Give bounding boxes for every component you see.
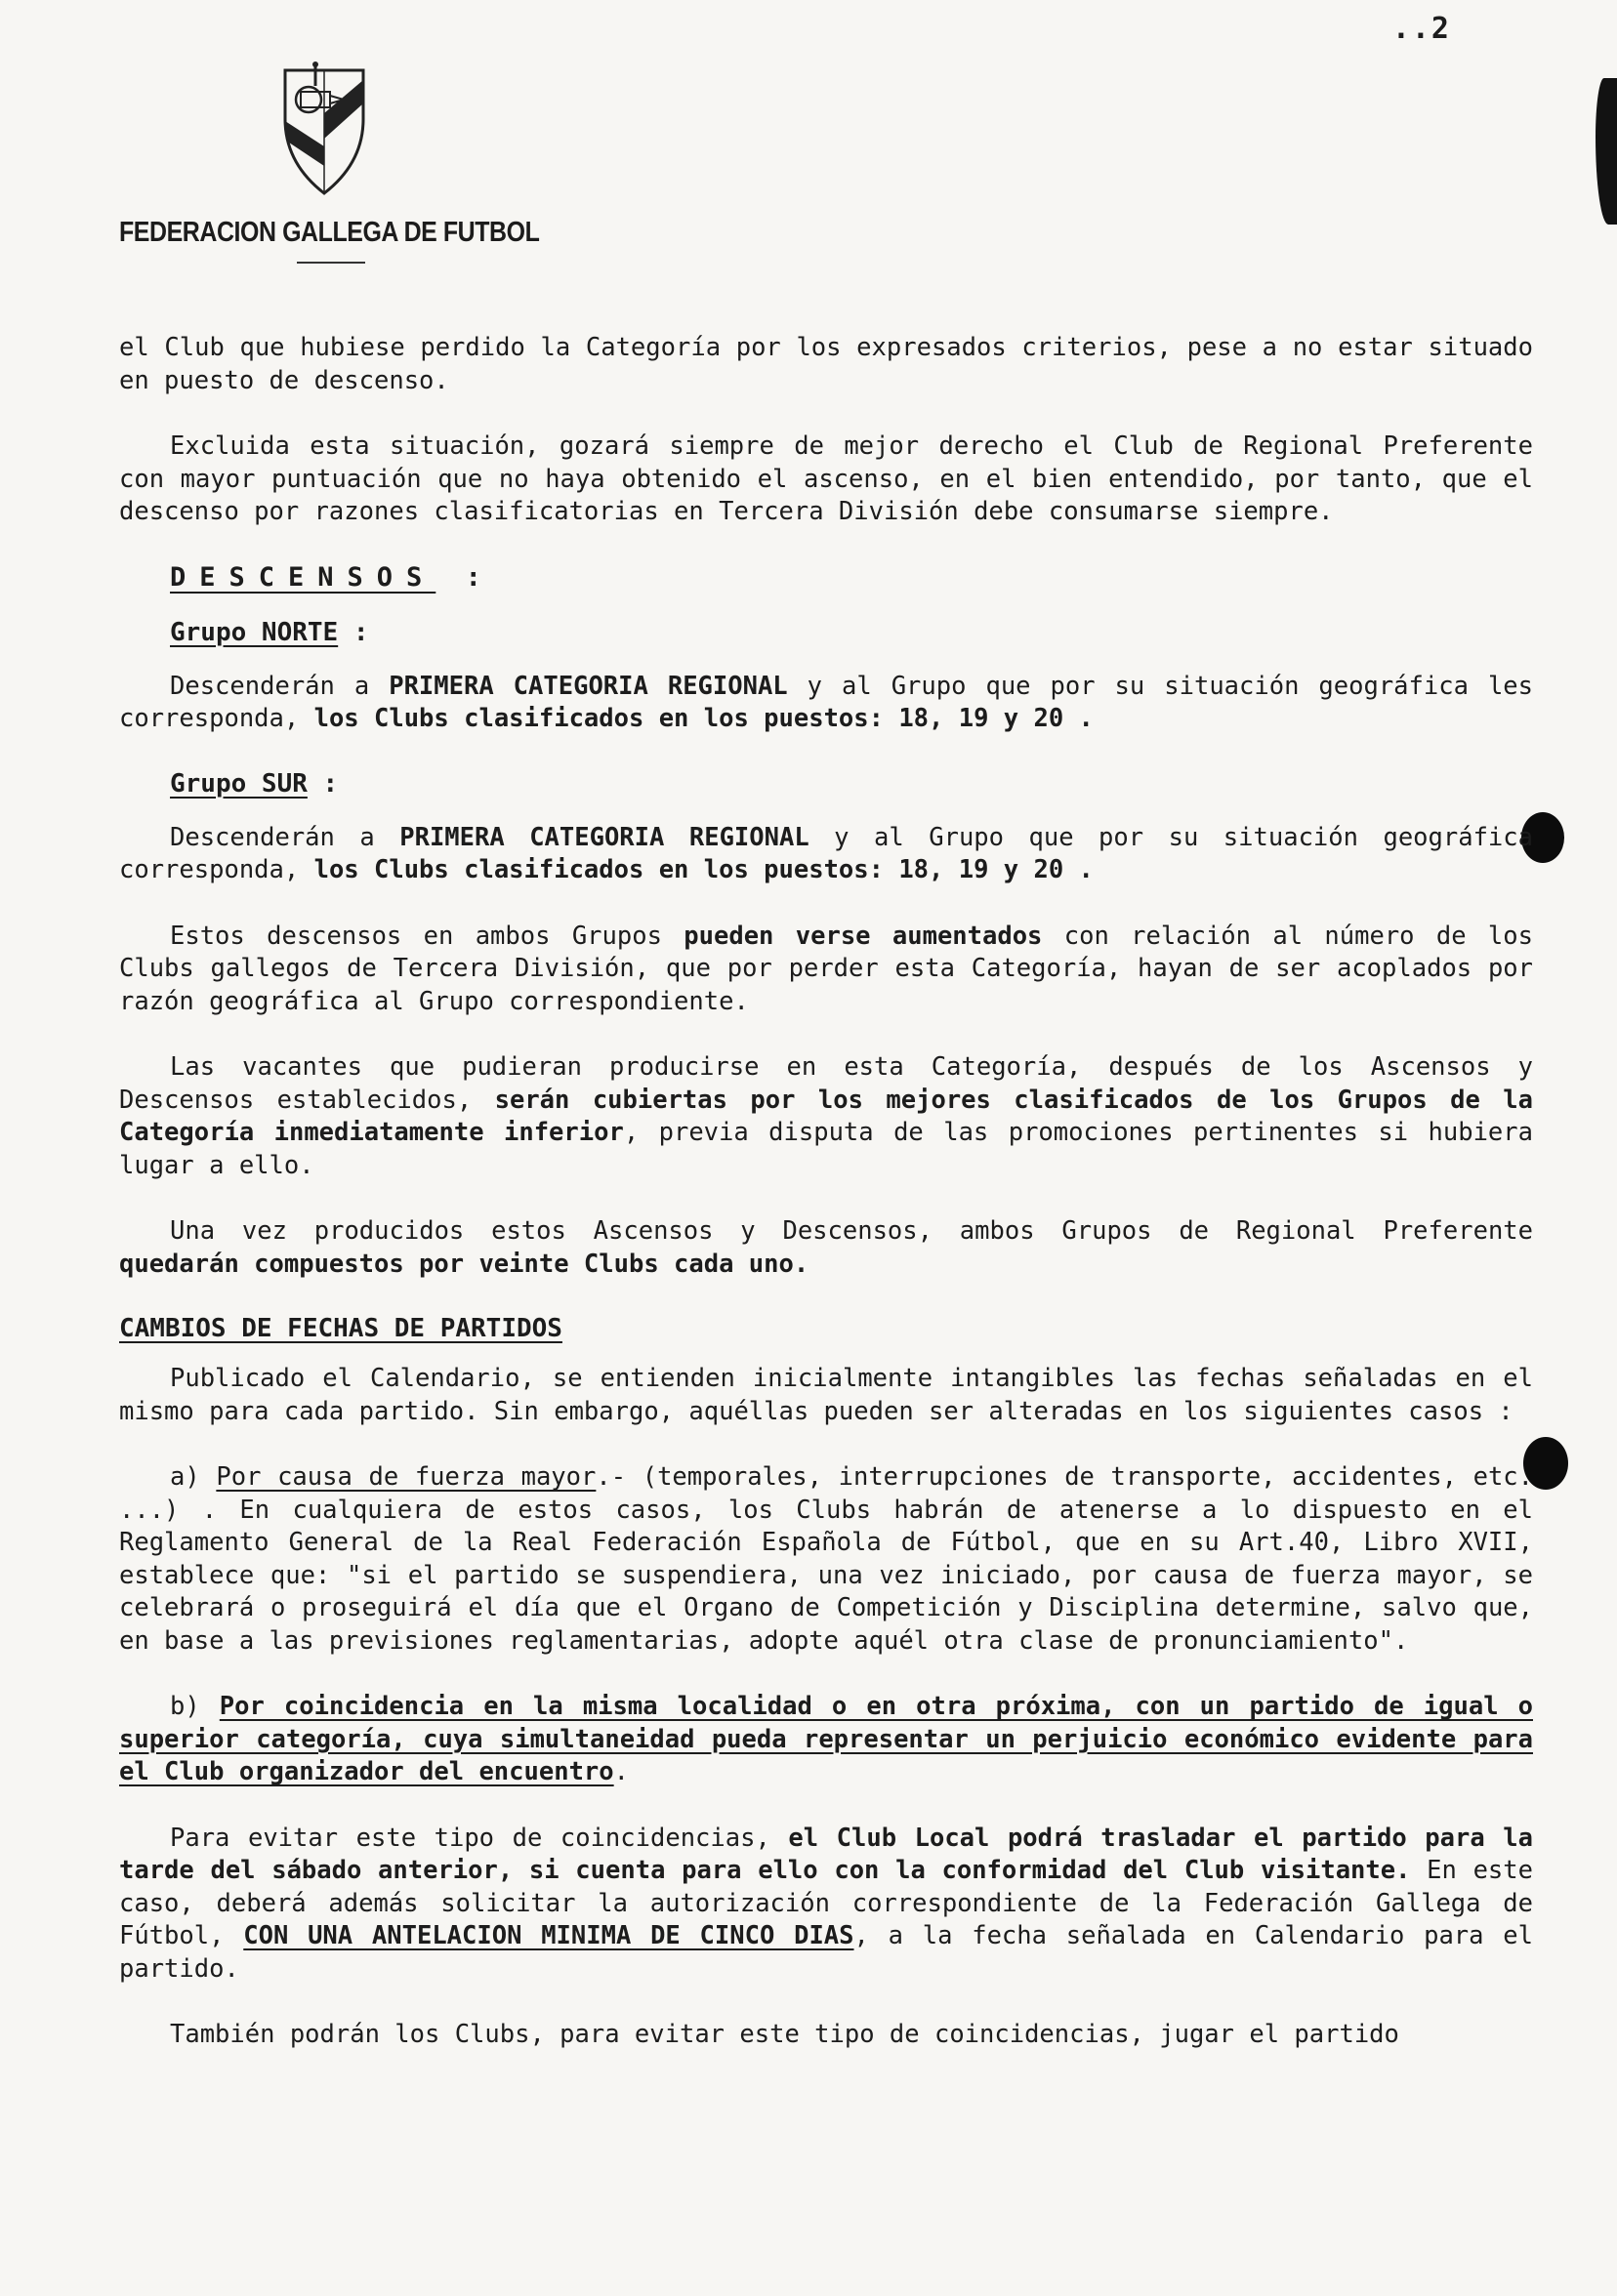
scan-edge-mark — [1596, 78, 1617, 225]
paragraph-tambien: También podrán los Clubs, para evitar este tipo de coincidencias, jugar el partido — [170, 2020, 1399, 2049]
paragraph: el Club que hubiese perdido la Categoría por los expresados criterios, pese a no estar situado en puesto de descenso. — [119, 333, 1533, 395]
federation-name: FEDERACION GALLEGA DE FUTBOL — [119, 217, 540, 248]
paragraph-vacantes: Las vacantes que pudieran producirse en esta Categoría, después de los Ascensos y Descensos establecidos, serán cubiertas por los mejores clasificados de los Grupos de la Categoría inmediatamente inferior, previa disputa de las promociones pertinentes si hubiera lugar a ello. — [119, 1052, 1533, 1180]
paragraph: Excluida esta situación, gozará siempre de mejor derecho el Club de Regional Preferente con mayor puntuación que no haya obtenido el ascenso, en el bien entendido, por tanto, que el descenso por razones clasificatorias en Tercera División debe consumarse siempre. — [119, 431, 1533, 526]
group-heading-norte: Grupo NORTE : — [170, 617, 369, 647]
paragraph-aumento: Estos descensos en ambos Grupos pueden verse aumentados con relación al número de los Clubs gallegos de Tercera División, que por perder esta Categoría, hayan de ser acoplados por razón geográfica al Grupo correspondiente. — [119, 921, 1533, 1016]
paragraph-sur: Descenderán a PRIMERA CATEGORIA REGIONAL y al Grupo que por su situación geográfica corresponda, los Clubs clasificados en los puestos: 18, 19 y 20 . — [119, 822, 1533, 884]
document-body — [119, 332, 1533, 2085]
list-item-b: b) Por coincidencia en la misma localidad o en otra próxima, con un partido de igual o superior categoría, cuya simultaneidad pueda representar un perjuicio económico evidente para el Club organizador del encuentro. — [119, 1692, 1533, 1786]
paragraph-intro: Publicado el Calendario, se entienden inicialmente intangibles las fechas señaladas en el mismo para cada partido. Sin embargo, aquéllas pueden ser alteradas en los siguientes casos : — [119, 1364, 1533, 1426]
page-number: ..2 — [1391, 12, 1451, 46]
paragraph-norte: Descenderán a PRIMERA CATEGORIA REGIONAL y al Grupo que por su situación geográfica les corresponda, los Clubs clasificados en los puestos: 18, 19 y 20 . — [119, 671, 1533, 733]
federation-crest-logo — [279, 61, 369, 197]
section-heading-cambios: CAMBIOS DE FECHAS DE PARTIDOS — [119, 1314, 562, 1343]
paragraph-evitar: Para evitar este tipo de coincidencias, el Club Local podrá trasladar el partido para la tarde del sábado anterior, si cuenta para ello con la conformidad del Club visitante. En este caso, deberá además solicitar la autorización correspondiente de la Federación Gallega de Fútbol, CON UNA ANTELACION MINIMA DE CINCO DIAS, a la fecha señalada en Calendario para el partido. — [119, 1823, 1533, 1984]
group-heading-sur: Grupo SUR : — [170, 768, 339, 799]
list-item-a: a) Por causa de fuerza mayor.- (temporales, interrupciones de transporte, accidentes, etc. ...) . En cualquiera de estos casos, los Clubs habrán de atenerse a lo dispuesto en el Reglamento General de la Real Federación Española de Fútbol, que en su Art.40, Libro XVII, establece que: "si el partido se suspendiera, una vez iniciado, por causa de fuerza mayor, se celebrará o proseguirá el día que el Organo de Competición y Disciplina determine, salvo que, en base a las previsiones reglamentarias, adopte aquél otra clase de pronunciamiento". — [119, 1462, 1534, 1656]
paragraph-una-vez: Una vez producidos estos Ascensos y Descensos, ambos Grupos de Regional Preferente quedarán compuestos por veinte Clubs cada uno. — [119, 1216, 1533, 1279]
header-rule — [297, 262, 365, 264]
section-heading-descensos: DESCENSOS : — [170, 561, 495, 593]
